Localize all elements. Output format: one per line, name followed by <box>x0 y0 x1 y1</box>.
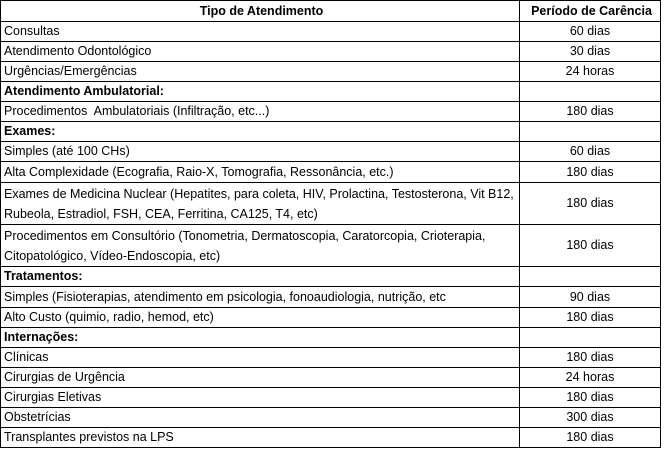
row-periodo: 90 dias <box>520 287 661 308</box>
row-periodo: 60 dias <box>520 22 661 42</box>
table-row-medicina-nuclear <box>1 183 661 225</box>
row-tipo: Alto Custo (quimio, radio, hemod, etc) <box>1 308 520 328</box>
row-periodo: 180 dias <box>520 102 661 122</box>
row-tipo: Cirurgias de Urgência <box>1 368 520 388</box>
table-row-consultas <box>1 22 661 42</box>
row-periodo: 180 dias <box>520 348 661 368</box>
row-tipo: Simples (Fisioterapias, atendimento em psicologia, fonoaudiologia, nutrição, etc <box>1 287 520 308</box>
row-tipo: Simples (até 100 CHs) <box>1 142 520 162</box>
row-tipo: Transplantes previstos na LPS <box>1 428 520 448</box>
row-tipo: Procedimentos Ambulatoriais (Infiltração, etc...) <box>1 102 520 122</box>
row-periodo: 60 dias <box>520 142 661 162</box>
table-row-clinicas <box>1 348 661 368</box>
section-title: Tratamentos: <box>1 267 520 287</box>
section-row-tratamentos <box>1 267 661 287</box>
table-header-row <box>1 1 661 22</box>
row-periodo <box>520 267 661 287</box>
row-periodo: 180 dias <box>520 388 661 408</box>
header-tipo-atendimento: Tipo de Atendimento <box>1 1 520 22</box>
row-periodo: 30 dias <box>520 42 661 62</box>
table-row-proc-ambulatoriais <box>1 102 661 122</box>
row-tipo: Atendimento Odontológico <box>1 42 520 62</box>
row-periodo: 180 dias <box>520 308 661 328</box>
row-periodo: 180 dias <box>520 225 661 267</box>
section-title: Internações: <box>1 328 520 348</box>
section-row-exames <box>1 122 661 142</box>
row-tipo: Cirurgias Eletivas <box>1 388 520 408</box>
header-periodo-carencia: Período de Carência <box>520 1 661 22</box>
section-row-internacoes <box>1 328 661 348</box>
row-tipo: Obstetrícias <box>1 408 520 428</box>
row-periodo <box>520 122 661 142</box>
table-row-tratamentos-simples <box>1 287 661 308</box>
row-periodo <box>520 328 661 348</box>
table-row-cirurgias-urgencia <box>1 368 661 388</box>
row-tipo: Consultas <box>1 22 520 42</box>
table-row-odontologico <box>1 42 661 62</box>
table-row-exames-simples <box>1 142 661 162</box>
table-row-alta-complexidade <box>1 162 661 183</box>
row-periodo: 180 dias <box>520 183 661 225</box>
table-row-urgencias <box>1 62 661 82</box>
section-row-ambulatorial <box>1 82 661 102</box>
table-row-proc-consultorio <box>1 225 661 267</box>
table-row-transplantes <box>1 428 661 448</box>
row-periodo: 180 dias <box>520 162 661 183</box>
row-periodo <box>520 82 661 102</box>
row-tipo: Clínicas <box>1 348 520 368</box>
section-title: Atendimento Ambulatorial: <box>1 82 520 102</box>
row-periodo: 180 dias <box>520 428 661 448</box>
row-tipo: Alta Complexidade (Ecografia, Raio-X, Tomografia, Ressonância, etc.) <box>1 162 520 183</box>
table-row-alto-custo <box>1 308 661 328</box>
row-tipo: Exames de Medicina Nuclear (Hepatites, para coleta, HIV, Prolactina, Testosterona, Vit B12, Rubeola, Estradiol, FSH, CEA, Ferritina, CA125, T4, etc) <box>1 183 520 225</box>
row-periodo: 24 horas <box>520 368 661 388</box>
row-periodo: 24 horas <box>520 62 661 82</box>
table-row-cirurgias-eletivas <box>1 388 661 408</box>
row-tipo: Urgências/Emergências <box>1 62 520 82</box>
table-row-obstetricias <box>1 408 661 428</box>
row-periodo: 300 dias <box>520 408 661 428</box>
row-tipo: Procedimentos em Consultório (Tonometria, Dermatoscopia, Caratorcopia, Crioterapia, Citopatológico, Vídeo-Endoscopia, etc) <box>1 225 520 267</box>
section-title: Exames: <box>1 122 520 142</box>
